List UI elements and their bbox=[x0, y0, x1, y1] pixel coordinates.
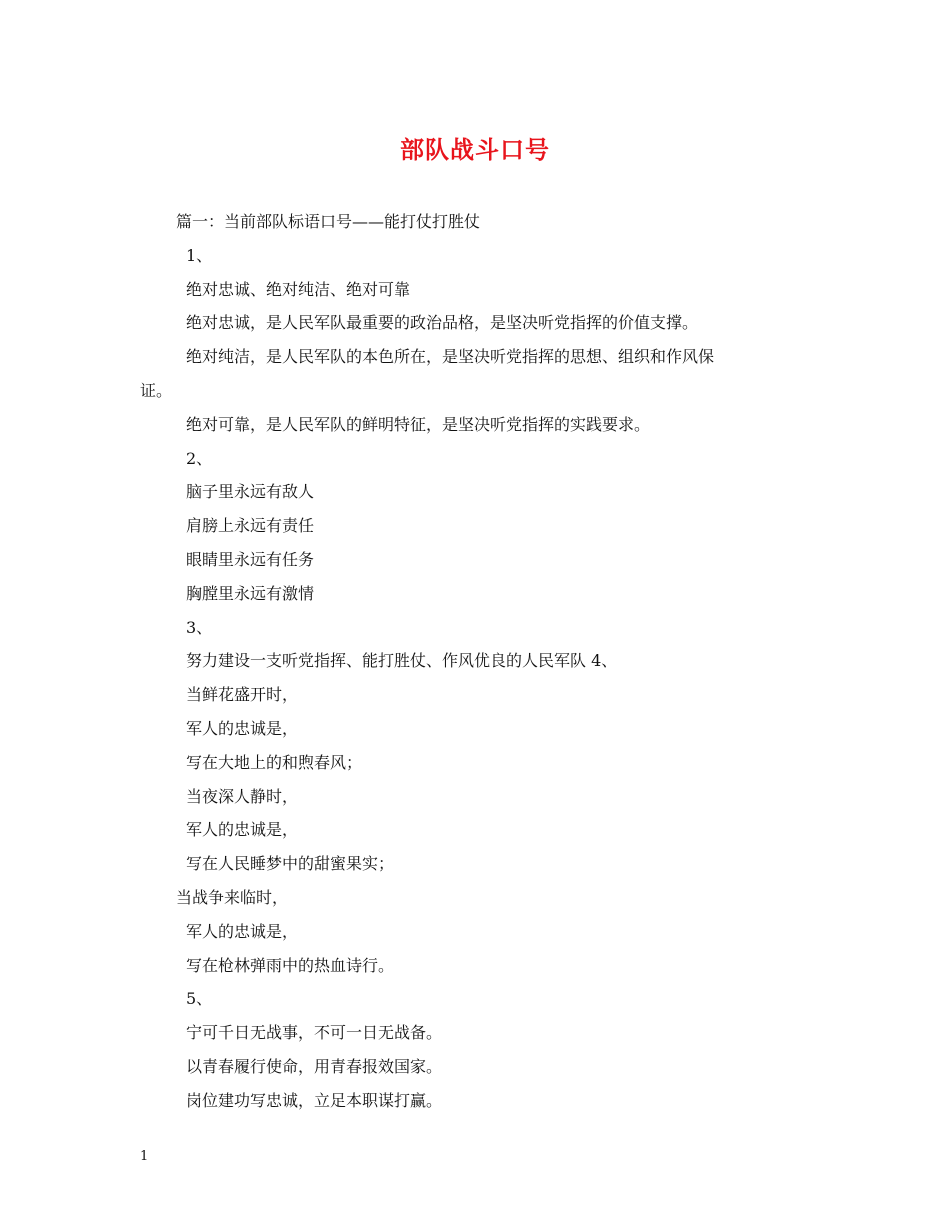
poem-line: 当夜深人静时， bbox=[186, 786, 299, 806]
list-number: 2、 bbox=[186, 448, 213, 468]
slogan-line: 宁可千日无战事，不可一日无战备。 bbox=[186, 1023, 443, 1043]
poem-line: 军人的忠诚是， bbox=[186, 921, 299, 941]
slogan-line: 绝对忠诚、绝对纯洁、绝对可靠 bbox=[186, 279, 411, 299]
slogan-line: 胸膛里永远有激情 bbox=[186, 583, 315, 603]
paragraph-line: 绝对忠诚，是人民军队最重要的政治品格，是坚决听党指挥的价值支撑。 bbox=[186, 313, 699, 333]
section-heading: 篇一：当前部队标语口号——能打仗打胜仗 bbox=[176, 212, 481, 231]
page-number: 1 bbox=[140, 1149, 149, 1164]
paragraph-line: 绝对可靠，是人民军队的鲜明特征，是坚决听党指挥的实践要求。 bbox=[186, 414, 651, 434]
poem-line: 军人的忠诚是， bbox=[186, 718, 299, 738]
list-number: 1、 bbox=[186, 245, 213, 265]
slogan-line: 肩膀上永远有责任 bbox=[186, 516, 315, 536]
list-number: 5、 bbox=[186, 989, 213, 1009]
poem-line: 写在枪林弹雨中的热血诗行。 bbox=[186, 955, 395, 975]
slogan-line: 努力建设一支听党指挥、能打胜仗、作风优良的人民军队 4、 bbox=[186, 651, 618, 671]
list-number: 3、 bbox=[186, 617, 213, 637]
paragraph-continuation: 证。 bbox=[140, 380, 173, 400]
slogan-line: 以青春履行使命，用青春报效国家。 bbox=[186, 1056, 443, 1076]
slogan-line: 岗位建功写忠诚，立足本职谋打赢。 bbox=[186, 1090, 443, 1110]
document-body bbox=[140, 205, 830, 1118]
poem-line: 当鲜花盛开时， bbox=[186, 685, 299, 705]
slogan-line: 眼睛里永远有任务 bbox=[186, 549, 315, 569]
poem-line: 写在大地上的和煦春风； bbox=[186, 752, 363, 772]
poem-line: 写在人民睡梦中的甜蜜果实； bbox=[186, 854, 395, 874]
paragraph-line: 绝对纯洁，是人民军队的本色所在，是坚决听党指挥的思想、组织和作风保 bbox=[186, 347, 715, 367]
poem-line: 军人的忠诚是， bbox=[186, 820, 299, 840]
slogan-line: 脑子里永远有敌人 bbox=[186, 482, 315, 502]
document-title: 部队战斗口号 bbox=[400, 135, 550, 164]
poem-line: 当战争来临时， bbox=[176, 887, 289, 907]
